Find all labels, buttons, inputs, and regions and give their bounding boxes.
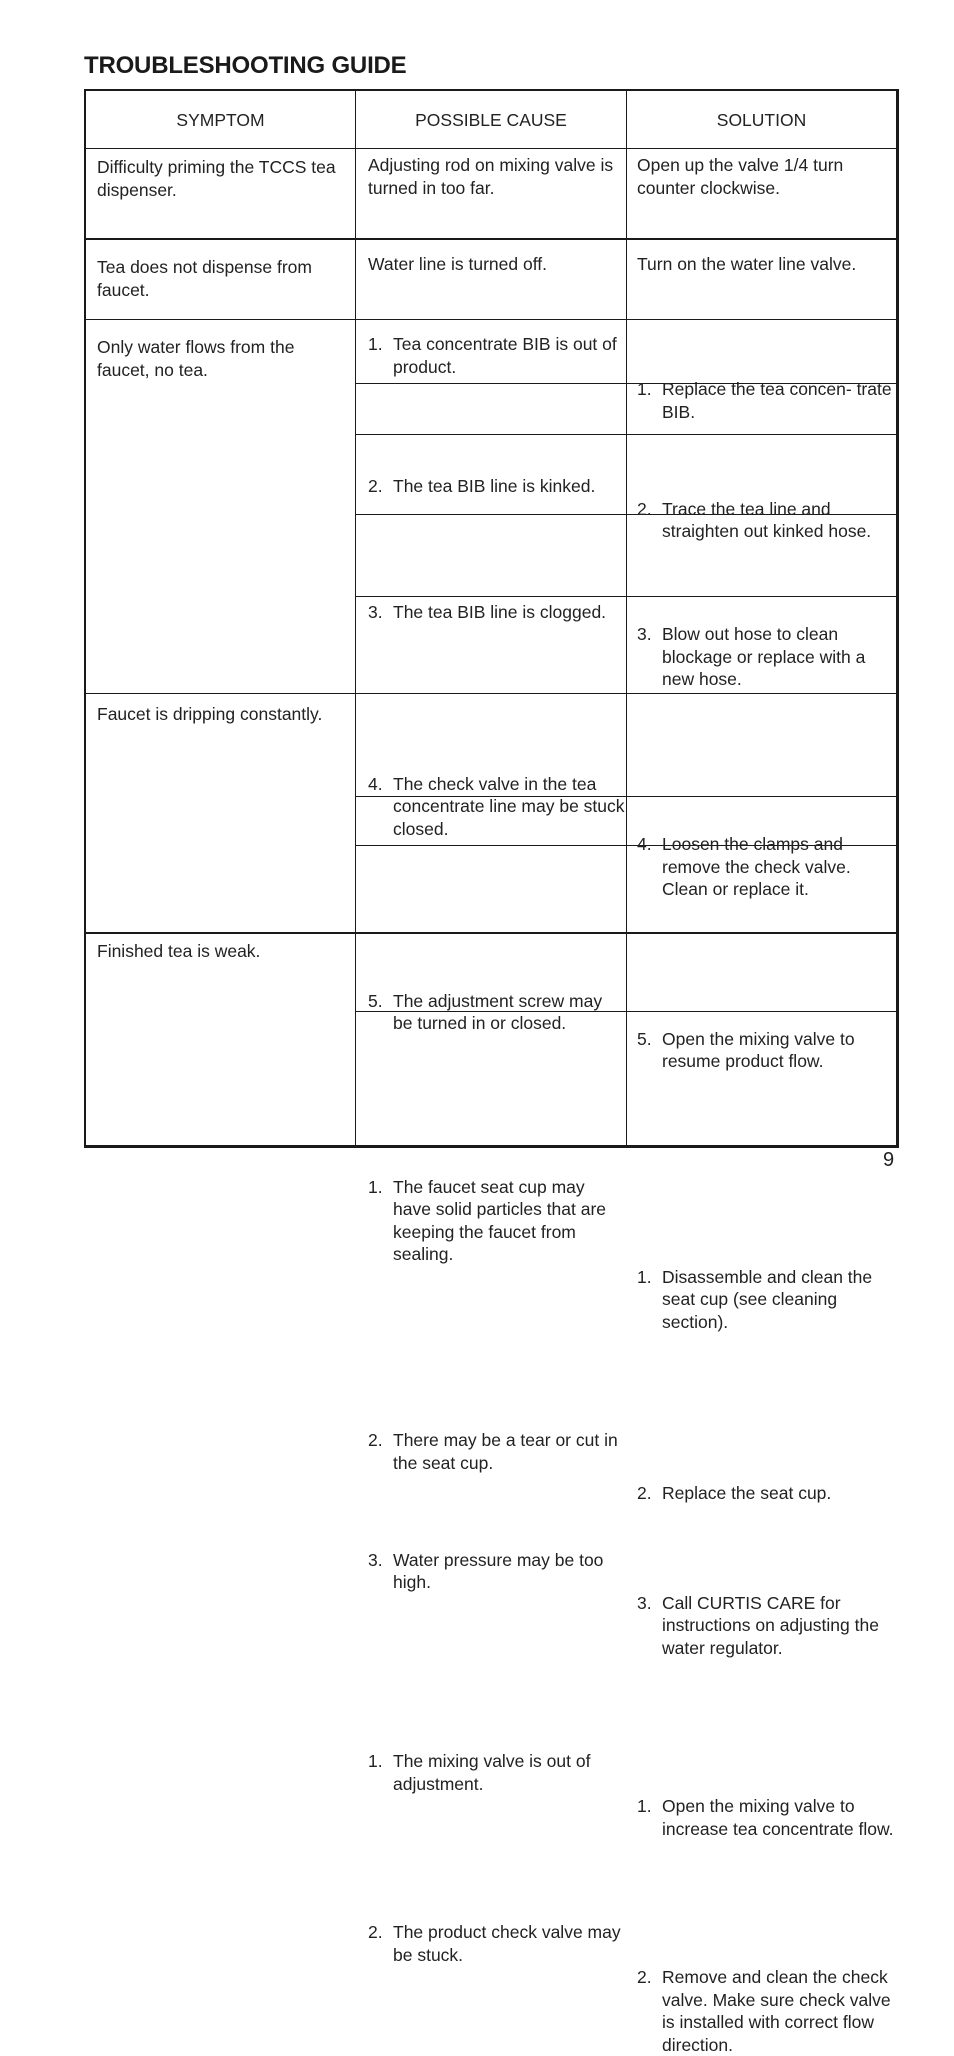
item-number: 3. [637, 624, 652, 644]
solution-cell [637, 623, 898, 691]
cause-cell [368, 1549, 625, 1594]
solution-text: Open the mixing valve to resume product flow. [662, 1028, 855, 1071]
symptom-cell: Tea does not dispense from faucet. [97, 257, 312, 300]
solution-cell [637, 1482, 898, 1505]
symptom-cell: Faucet is dripping constantly. [97, 704, 323, 724]
item-number: 1. [637, 1266, 652, 1287]
solution-text: Loosen the clamps and remove the check valve. Clean or replace it. [662, 834, 851, 899]
cause-cell [368, 1750, 625, 1795]
item-number: 1. [637, 379, 652, 399]
item-number: 4. [368, 773, 383, 794]
page-title: TROUBLESHOOTING GUIDE [84, 52, 407, 79]
troubleshooting-table [84, 89, 899, 2055]
item-number: 2. [368, 1430, 383, 1450]
page-number: 9 [883, 1149, 895, 1171]
cause-text: The product check valve may be stuck. [393, 1922, 621, 1965]
item-number: 2. [368, 476, 383, 496]
cause-text: The tea BIB line is clogged. [393, 601, 607, 622]
solution-cell [637, 1028, 898, 1073]
cause-text: Water pressure may be too high. [393, 1549, 604, 1592]
solution-text: Call CURTIS CARE for instructions on adjusting the water regulator. [662, 1592, 879, 1658]
solution-cell: Open up the valve 1/4 turn counter clockwise. [637, 155, 844, 198]
item-number: 2. [637, 1967, 652, 1987]
cause-cell [368, 773, 625, 841]
solution-cell [637, 833, 898, 901]
solution-cell: Turn on the water line valve. [637, 254, 857, 274]
item-number: 2. [637, 498, 652, 519]
cause-cell [368, 475, 625, 498]
row-divider [86, 238, 896, 240]
solution-text: Replace the tea concen- trate BIB. [662, 379, 892, 422]
solution-cell [637, 1795, 898, 1840]
cause-text: The faucet seat cup may have solid particles that are keeping the faucet from sealing. [393, 1176, 607, 1264]
cause-cell [368, 990, 625, 1035]
item-number: 1. [368, 1751, 383, 1771]
subrow-divider [355, 596, 896, 597]
item-number: 3. [368, 1549, 383, 1570]
item-number: 3. [368, 601, 383, 622]
item-number: 2. [637, 1483, 652, 1503]
solution-cell [637, 378, 898, 423]
item-number: 4. [637, 834, 652, 854]
cause-text: The mixing valve is out of adjustment. [393, 1751, 591, 1794]
solution-text: Blow out hose to clean blockage or replace with a new hose. [662, 624, 866, 689]
symptom-cell: Difficulty priming the TCCS tea dispenser. [97, 157, 336, 200]
cause-cell: Water line is turned off. [368, 254, 547, 274]
header-solution: SOLUTION [716, 110, 807, 130]
cause-cell [368, 1921, 625, 1966]
item-number: 1. [368, 334, 383, 354]
solution-text: Trace the tea line and straighten out kinked hose. [662, 498, 872, 541]
subrow-divider [355, 434, 896, 435]
row-divider [86, 319, 896, 320]
cause-cell [368, 333, 625, 378]
solution-text: Disassemble and clean the seat cup (see cleaning section). [662, 1266, 873, 1332]
header-divider [86, 148, 896, 149]
item-number: 5. [368, 990, 383, 1011]
row-divider [86, 932, 896, 934]
row-divider [86, 693, 896, 694]
cause-cell: Adjusting rod on mixing valve is turned in too far. [368, 155, 614, 198]
header-symptom: SYMPTOM [176, 110, 265, 130]
item-number: 2. [368, 1922, 383, 1942]
solution-cell [637, 1592, 898, 1660]
header-possible-cause: POSSIBLE CAUSE [415, 110, 567, 130]
solution-text: Replace the seat cup. [662, 1483, 832, 1503]
cause-text: The tea BIB line is kinked. [393, 476, 596, 496]
cause-text: There may be a tear or cut in the seat cup. [393, 1430, 618, 1473]
item-number: 5. [637, 1028, 652, 1049]
column-divider [355, 91, 356, 1145]
solution-cell [637, 498, 898, 543]
symptom-cell: Finished tea is weak. [97, 941, 261, 961]
cause-text: Tea concentrate BIB is out of product. [393, 334, 617, 377]
item-number: 3. [637, 1592, 652, 1613]
cause-cell [368, 1176, 625, 1266]
symptom-cell: Only water flows from the faucet, no tea. [97, 337, 295, 380]
solution-cell [637, 1266, 898, 1334]
solution-text: Open the mixing valve to increase tea concentrate flow. [662, 1796, 894, 1839]
solution-cell [637, 1966, 898, 2056]
cause-cell [368, 1429, 625, 1474]
solution-text: Remove and clean the check valve. Make sure check valve is installed with correct flow direction. [662, 1967, 891, 2055]
cause-text: The adjustment screw may be turned in or closed. [393, 990, 603, 1033]
item-number: 1. [637, 1796, 652, 1816]
item-number: 1. [368, 1176, 383, 1197]
cause-text: The check valve in the tea concentrate line may be stuck closed. [393, 773, 625, 839]
cause-cell [368, 601, 625, 624]
column-divider [626, 91, 627, 1145]
